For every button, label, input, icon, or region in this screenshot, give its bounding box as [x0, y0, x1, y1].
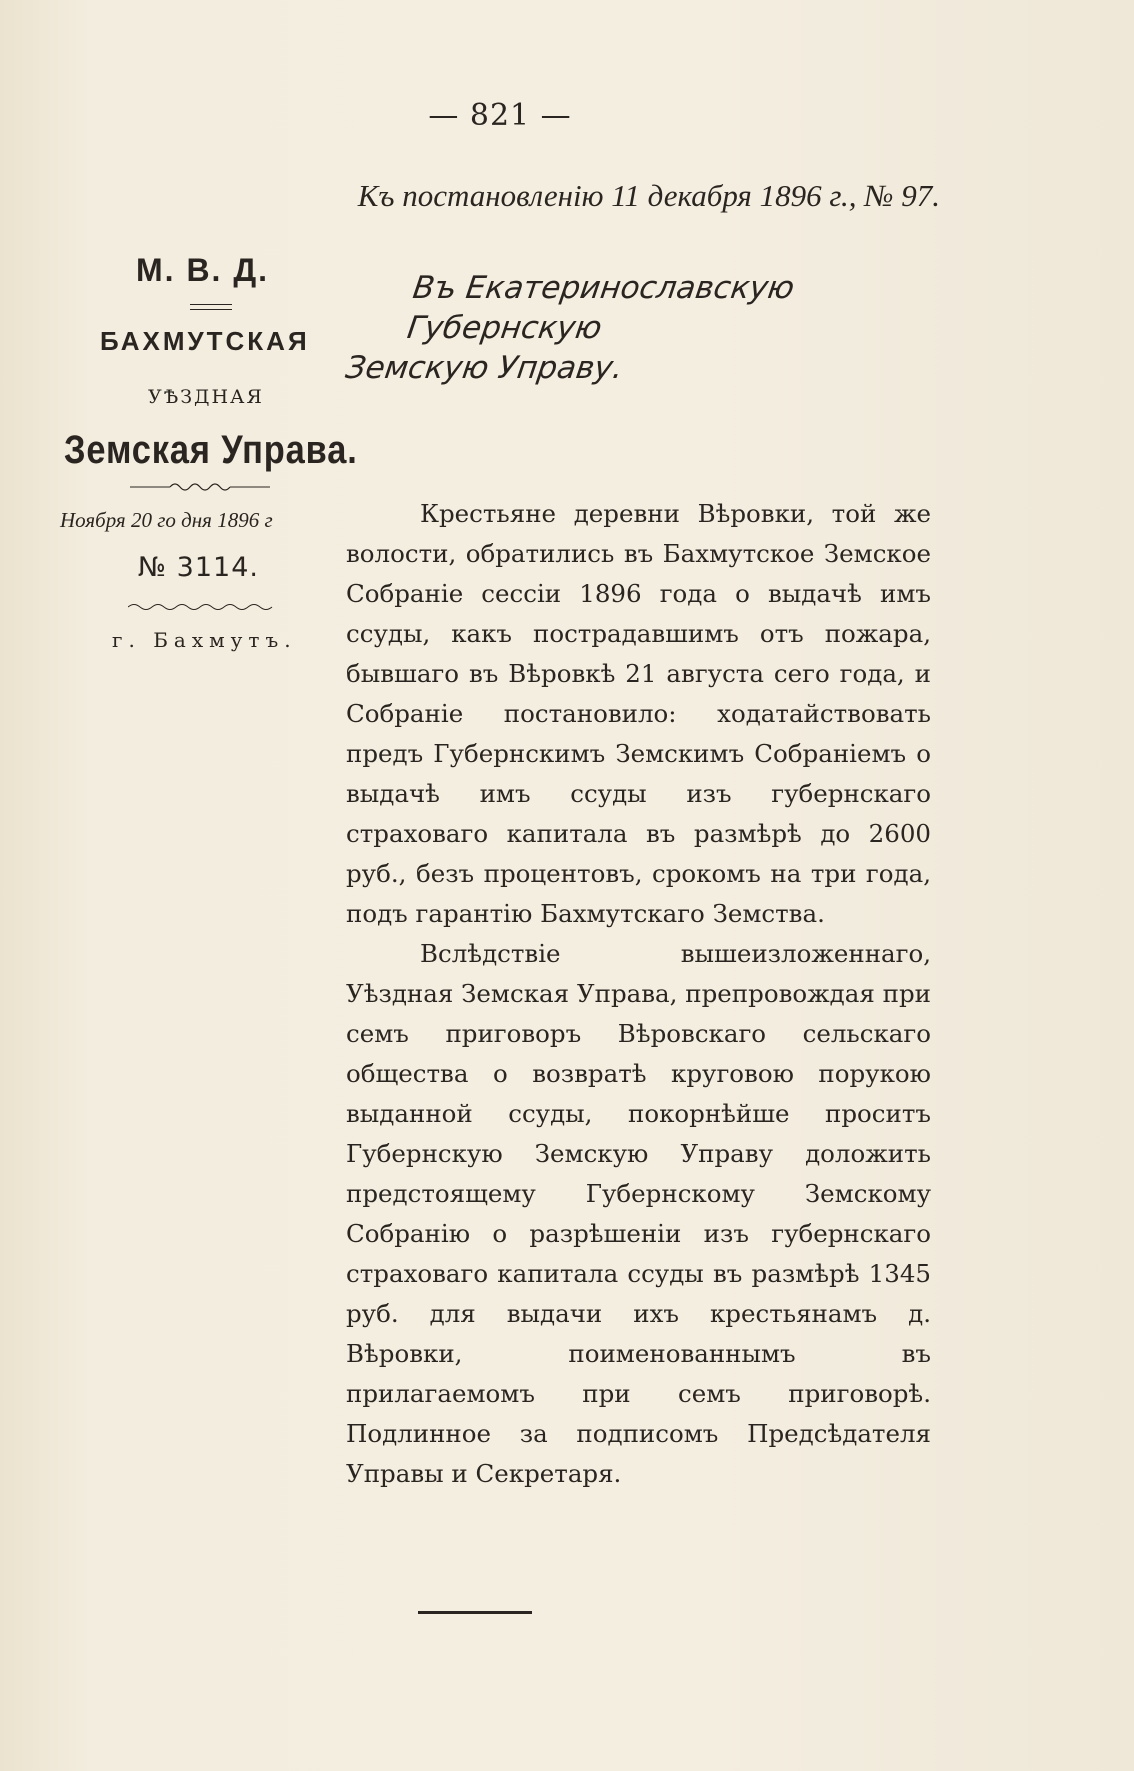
heading-rule	[190, 309, 232, 310]
paragraph: Вслѣдствіе вышеизложеннаго, Уѣздная Земская Управа, препровождая при семъ приговоръ Вѣровскаго сельскаго общества о возвратѣ круговою порукою выданной ссуды, покорнѣйше проситъ Губернскую Земскую Управу доложить предстоящему Губернскому Земскому Собранію о разрѣшеніи изъ губернскаго страховаго капитала ссуды въ размѣрѣ 1345 руб. для выдачи ихъ крестьянамъ д. Вѣровки, поименованнымъ въ прилагаемомъ при семъ приговорѣ. Подлинное за подписомъ Предсѣдателя Управы и Секретаря.	[346, 939, 931, 1488]
district-type: УѢЗДНАЯ	[148, 386, 264, 408]
wavy-divider	[128, 602, 274, 612]
heading-rule	[190, 304, 232, 305]
addressee-line: Земскую Управу.	[343, 350, 626, 386]
ornament-divider	[130, 481, 270, 493]
document-number: № 3114.	[138, 552, 259, 583]
addressee-line: Въ Екатеринославскую Губернскую	[405, 270, 797, 346]
board-name: Земская Управа.	[64, 428, 358, 472]
page-number: — 821 —	[428, 98, 572, 133]
district-name: БАХМУТСКАЯ	[100, 326, 310, 356]
document-date: Ноября 20 го дня 1896 г	[60, 508, 273, 532]
resolution-reference: Къ постановленію 11 декабря 1896 г., № 97.	[357, 178, 940, 213]
paragraph: Крестьяне деревни Вѣровки, той же волости, обратились въ Бахмутское Земское Собраніе сессіи 1896 года о выдачѣ имъ ссуды, какъ пострадавшимъ отъ пожара, бывшаго въ Вѣровкѣ 21 августа сего года, и Собраніе постановило: ходатайствовать предъ Губернскимъ Земскимъ Собраніемъ о выдачѣ имъ ссуды изъ губернскаго страховаго капитала въ размѣрѣ до 2600 руб., безъ процентовъ, срокомъ на три года, подъ гарантію Бахмутскаго Земства.	[346, 499, 931, 928]
end-rule	[418, 1611, 532, 1614]
addressee	[343, 268, 920, 388]
ministry-heading: М. В. Д.	[136, 252, 270, 288]
letter-body	[346, 494, 931, 1494]
place-of-issue: г. Бахмутъ.	[112, 628, 297, 652]
